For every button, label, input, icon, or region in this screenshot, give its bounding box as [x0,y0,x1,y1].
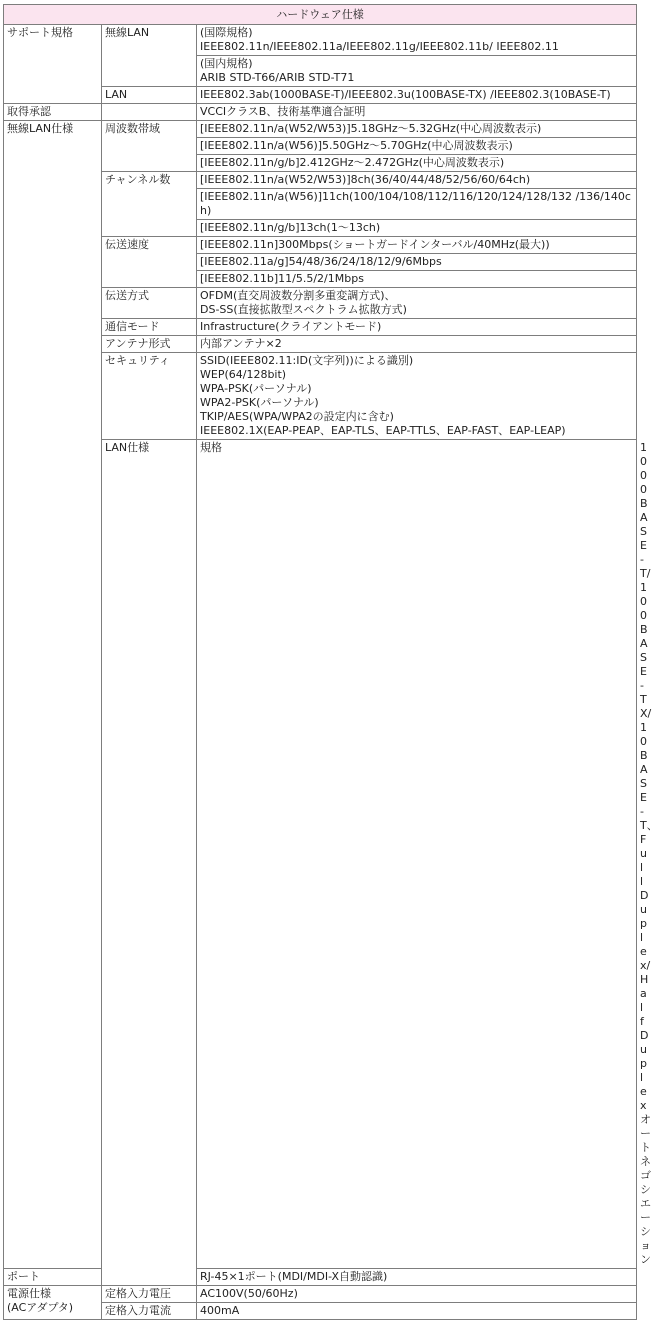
value-cell [197,288,637,319]
subcategory-wireless-lan: 無線LAN [102,25,197,87]
category-certification: 取得承認 [4,104,102,121]
value-cell: [IEEE802.11n/a(W56)]11ch(100/104/108/112/116/120/124/128/132 /136/140ch) [197,189,637,220]
value-cell [197,353,637,440]
security-line: SSID(IEEE802.11:ID(文字列))による識別) [200,354,414,367]
value-cell: [IEEE802.11n/a(W56)]5.50GHz〜5.70GHz(中心周波数表示) [197,138,637,155]
subcategory-voltage: 定格入力電圧 [102,1286,197,1303]
subcategory-channels: チャンネル数 [102,172,197,237]
category-power [4,1286,102,1320]
subcategory-lan: LAN [102,87,197,104]
subcategory-port: ポート [4,1269,102,1286]
value-cell [197,56,637,87]
empty-cell [102,104,197,121]
value-cell: [IEEE802.11a/g]54/48/36/24/18/12/9/6Mbps [197,254,637,271]
subcategory-frequency: 周波数帯域 [102,121,197,172]
subcategory-mode: 通信モード [102,319,197,336]
subcategory-method: 伝送方式 [102,288,197,319]
table-row [4,104,637,121]
value-cell: 内部アンテナ×2 [197,336,637,353]
subcategory-antenna: アンテナ形式 [102,336,197,353]
category-wireless-spec: 無線LAN仕様 [4,121,102,1269]
lan-standard-value: IEEE802.3ab(1000BASE-T)/IEEE802.3u(100BASE-TX) /IEEE802.3(10BASE-T) [200,88,611,101]
value-cell: [IEEE802.11n/a(W52/W53)]8ch(36/40/44/48/52/56/60/64ch) [197,172,637,189]
value-cell: AC100V(50/60Hz) [197,1286,637,1303]
value-cell: [IEEE802.11b]11/5.5/2/1Mbps [197,271,637,288]
hardware-spec-table [3,4,658,1320]
domestic-standard-value: ARIB STD-T66/ARIB STD-T71 [200,71,355,84]
value-cell: [IEEE802.11n]300Mbps(ショートガードインターバル/40MHz(最大)) [197,237,637,254]
value-cell: 400mA [197,1303,637,1320]
security-line: IEEE802.1X(EAP-PEAP、EAP-TLS、EAP-TTLS、EAP-FAST、EAP-LEAP) [200,424,566,437]
domestic-standard-label: (国内規格) [200,57,253,70]
method-line: OFDM(直交周波数分割多重変調方式)、 [200,289,396,302]
table-row [4,25,637,56]
title-row [4,5,637,25]
security-line: WPA2-PSK(パーソナル) [200,396,319,409]
method-line: DS-SS(直接拡散型スペクトラム拡散方式) [200,303,407,316]
power-label: 電源仕様 [7,1287,51,1300]
value-cell: RJ-45×1ポート(MDI/MDI-X自動認識) [197,1269,637,1286]
value-cell [197,87,637,104]
subcategory-lan-standard: 規格 [197,440,637,1269]
security-line: WPA-PSK(パーソナル) [200,382,312,395]
value-cell: Infrastructure(クライアントモード) [197,319,637,336]
value-cell [197,25,637,56]
table-row [4,1269,637,1286]
category-support: サポート規格 [4,25,102,104]
value-cell: VCCIクラスB、技術基準適合証明 [197,104,637,121]
table-row [4,121,637,138]
value-cell: [IEEE802.11n/a(W52/W53)]5.18GHz〜5.32GHz(中心周波数表示) [197,121,637,138]
intl-standard-value: IEEE802.11n/IEEE802.11a/IEEE802.11g/IEEE802.11b/ IEEE802.11 [200,40,559,53]
security-line: WEP(64/128bit) [200,368,287,381]
subcategory-security: セキュリティ [102,353,197,440]
category-lan-spec: LAN仕様 [102,440,197,1286]
table-row: LAN仕様 規格 1000BASE-T/100BASE-TX/10BASE-T、Full Duplex/Half Duplexオートネゴシエーション [4,440,637,1269]
value-cell: [IEEE802.11n/g/b]13ch(1〜13ch) [197,220,637,237]
table-row [4,1286,637,1303]
security-line: TKIP/AES(WPA/WPA2の設定内に含む) [200,410,394,423]
value-cell: [IEEE802.11n/g/b]2.412GHz〜2.472GHz(中心周波数表示) [197,155,637,172]
power-label-sub: (ACアダプタ) [7,1301,74,1314]
table-title: ハードウェア仕様 [4,5,637,25]
intl-standard-label: (国際規格) [200,26,253,39]
subcategory-current: 定格入力電流 [102,1303,197,1320]
subcategory-speed: 伝送速度 [102,237,197,288]
